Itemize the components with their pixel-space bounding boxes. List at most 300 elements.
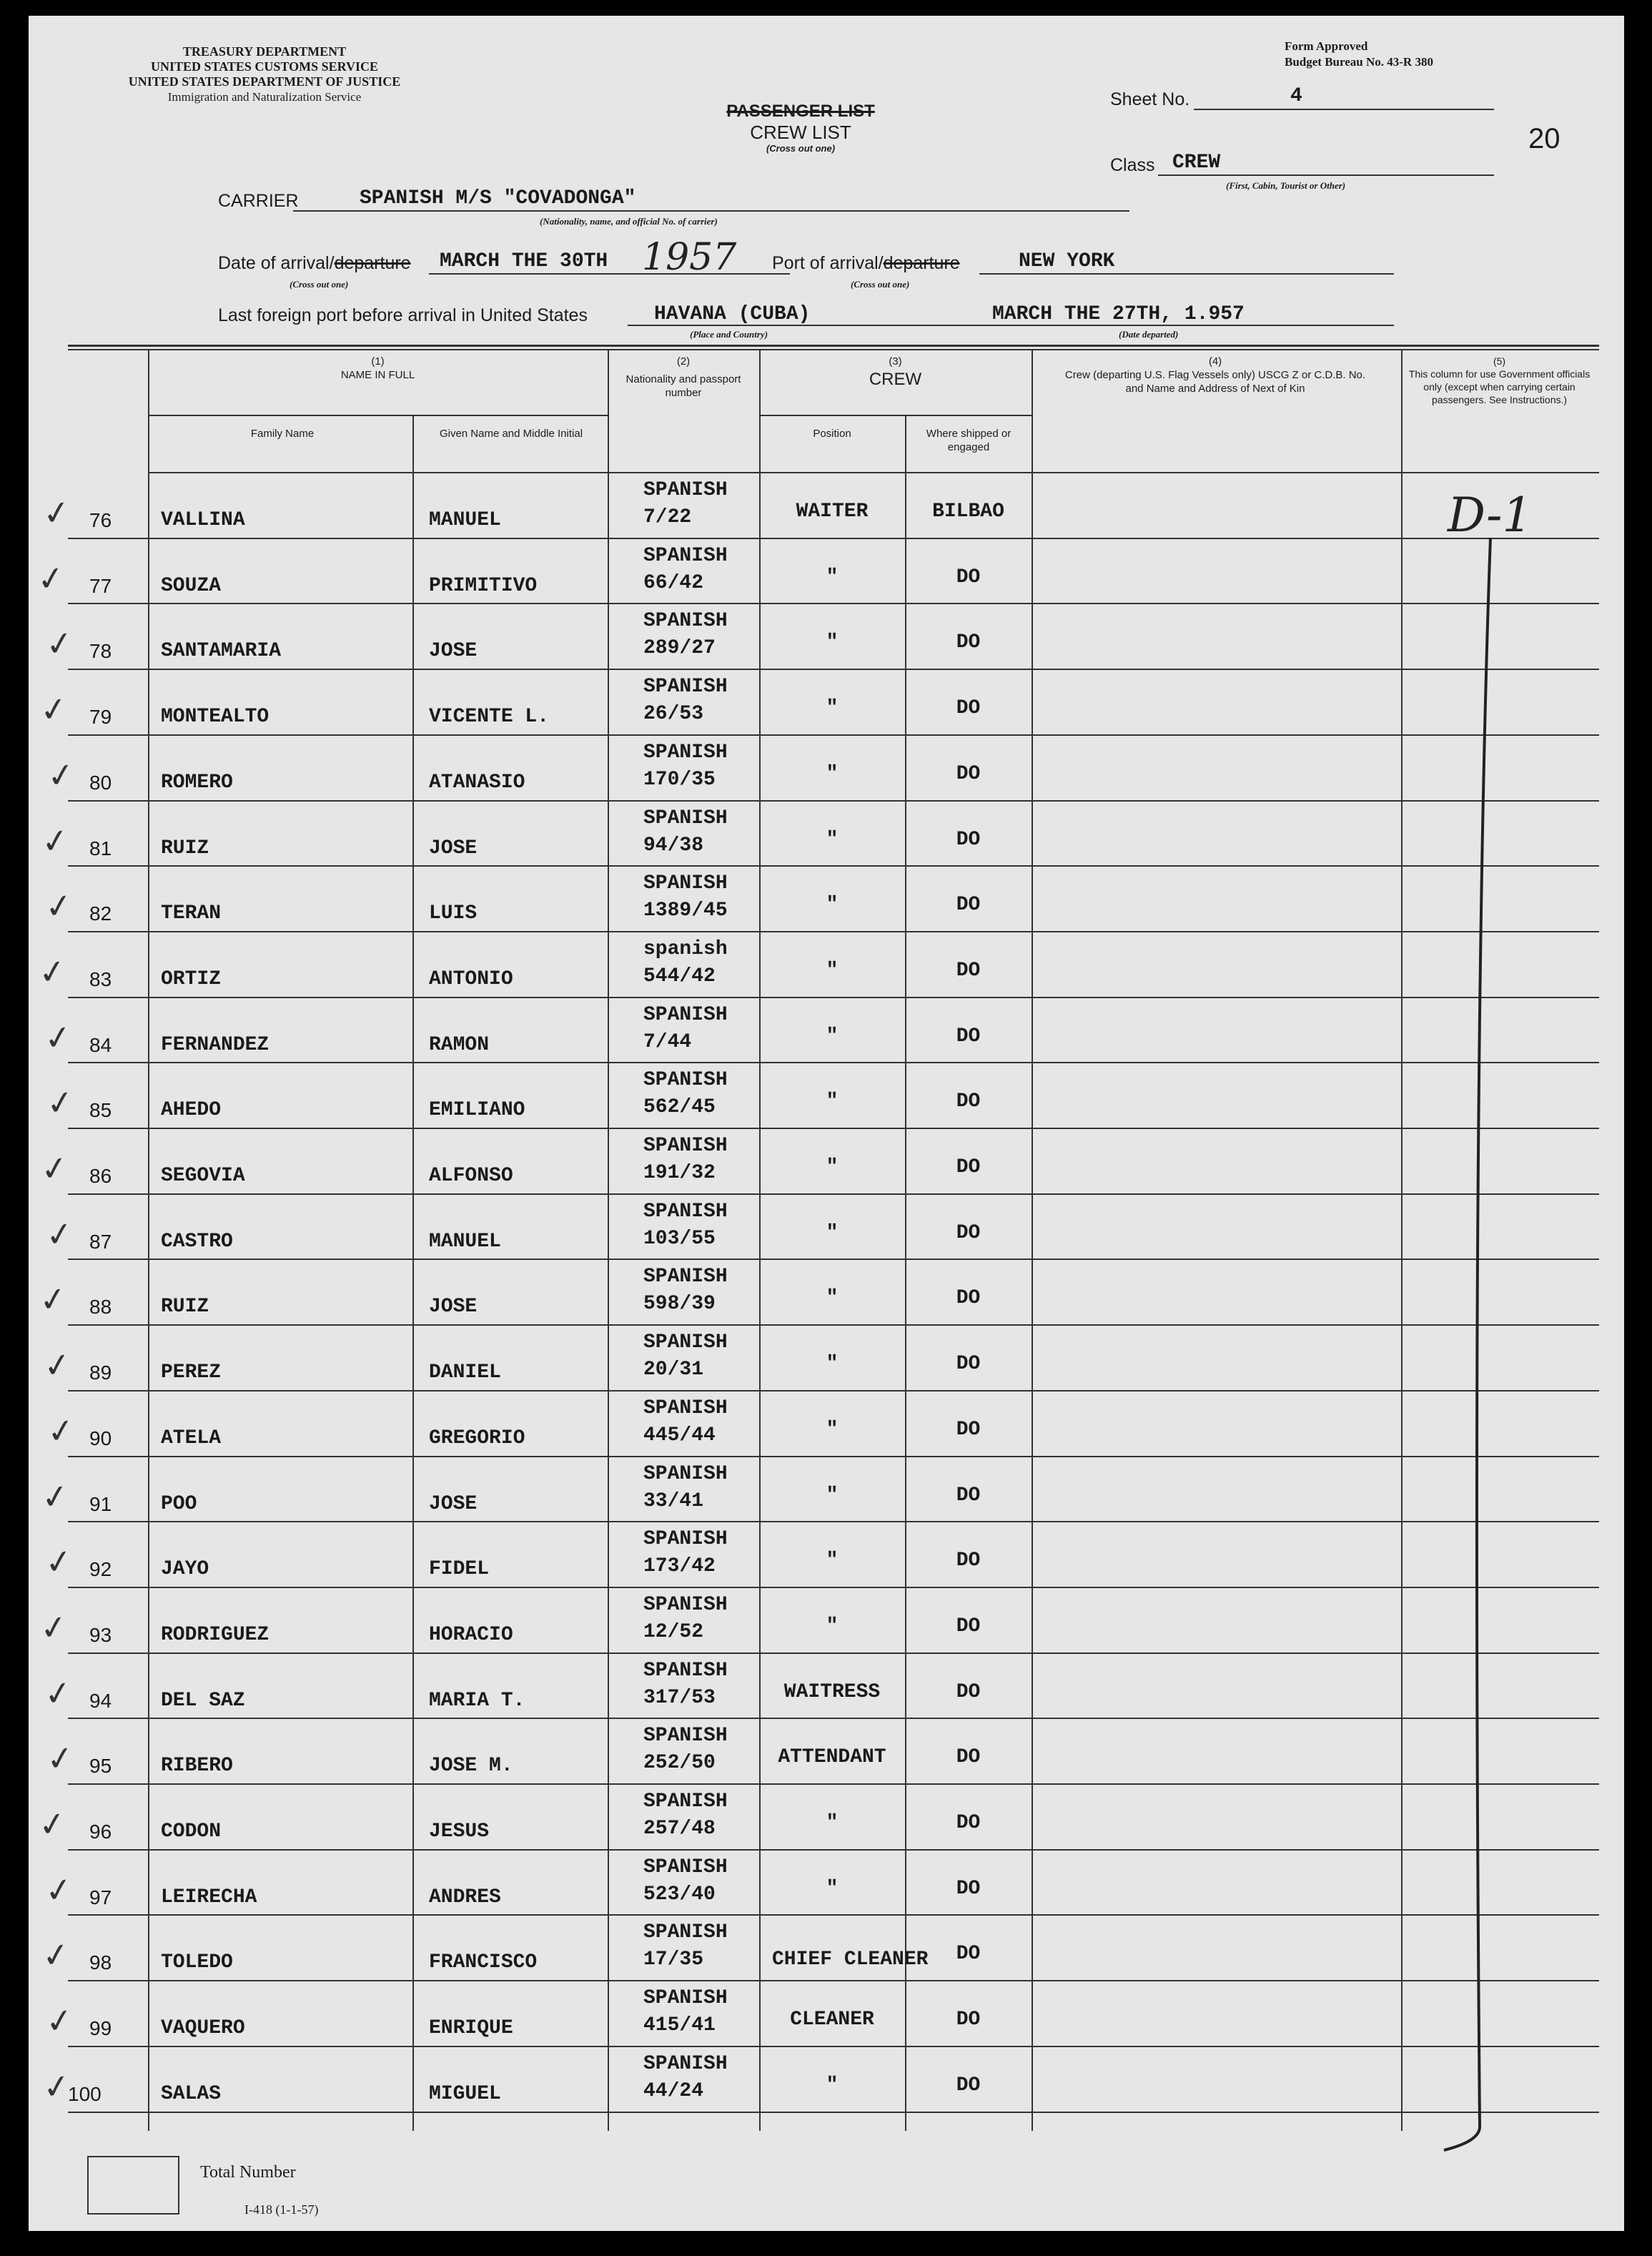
nationality: SPANISH <box>643 1856 728 1878</box>
family-name-header: Family Name <box>250 428 315 440</box>
row-separator <box>68 1324 1599 1326</box>
row-number: 98 <box>89 1951 112 1974</box>
given-name: PRIMITIVO <box>429 574 538 597</box>
port-struck: departure <box>883 253 960 273</box>
nationality: SPANISH <box>643 1593 728 1616</box>
check-mark-icon: ✓ <box>44 1409 78 1452</box>
row-separator <box>68 734 1599 736</box>
col2-number: (2) <box>676 355 691 368</box>
row-number: 93 <box>89 1623 112 1646</box>
row-separator <box>68 1128 1599 1129</box>
carrier-underline <box>293 210 1129 212</box>
form-approved: Form Approved <box>1285 39 1368 53</box>
passport-number: 33/41 <box>643 1489 704 1512</box>
row-number: 79 <box>89 706 112 729</box>
row-separator <box>68 1652 1599 1654</box>
passport-number: 173/42 <box>643 1555 716 1578</box>
nationality: SPANISH <box>643 741 728 764</box>
row-number: 92 <box>89 1558 112 1581</box>
shipped-at: DO <box>956 1943 981 1966</box>
family-name: ORTIZ <box>161 967 222 990</box>
col5-header <box>1408 355 1591 406</box>
row-number: 96 <box>89 1821 112 1843</box>
title-struck: PASSENGER LIST <box>726 102 875 121</box>
departed-value: MARCH THE 27TH, 1.957 <box>992 303 1245 325</box>
page-title: CREW LIST <box>750 122 851 143</box>
given-name: JOSE <box>429 837 478 859</box>
row-number: 82 <box>89 902 112 925</box>
check-mark-icon: ✓ <box>40 491 74 534</box>
passport-number: 415/41 <box>643 2014 716 2037</box>
port-value: NEW YORK <box>1019 250 1115 272</box>
shipped-at: DO <box>956 1418 981 1441</box>
check-mark-icon: ✓ <box>37 1606 71 1649</box>
passport-number: 1389/45 <box>643 900 728 922</box>
crew-position: " <box>826 1812 839 1834</box>
given-name: HORACIO <box>429 1623 513 1646</box>
passport-number: 289/27 <box>643 637 716 660</box>
row-separator <box>68 1587 1599 1588</box>
row-number: 86 <box>89 1165 112 1187</box>
row-separator <box>68 2046 1599 2047</box>
shipped-at: DO <box>956 1746 981 1769</box>
given-name: RAMON <box>429 1033 490 1056</box>
shipped-at: DO <box>956 1353 981 1376</box>
family-name: RODRIGUEZ <box>161 1623 269 1646</box>
shipped-at: DO <box>956 1287 981 1310</box>
family-name: VALLINA <box>161 509 245 531</box>
shipped-at: DO <box>956 1680 981 1703</box>
col5-title: This column for use Government officials only (except when carrying certain passengers. See Instructions.) <box>1408 368 1591 405</box>
passport-number: 103/55 <box>643 1227 716 1250</box>
nationality: SPANISH <box>643 1987 728 2010</box>
check-mark-icon: ✓ <box>34 557 68 600</box>
lastport-value: HAVANA (CUBA) <box>654 303 811 325</box>
check-mark-icon: ✓ <box>41 1016 75 1059</box>
row-separator <box>68 2112 1599 2113</box>
row-separator <box>68 1718 1599 1719</box>
row-number: 90 <box>89 1427 112 1449</box>
col1-number: (1) <box>371 355 385 368</box>
arrival-note: (Cross out one) <box>290 279 349 290</box>
row-separator <box>68 669 1599 670</box>
check-mark-icon: ✓ <box>43 622 76 665</box>
check-mark-icon: ✓ <box>42 1540 76 1583</box>
departed-note: (Date departed) <box>1119 329 1179 340</box>
shipped-header: Where shipped or engaged <box>926 428 1012 453</box>
col1-header <box>148 355 608 382</box>
shipped-at: DO <box>956 894 981 917</box>
passport-number: 12/52 <box>643 1620 704 1643</box>
shipped-at: DO <box>956 1025 981 1048</box>
row-separator <box>68 865 1599 867</box>
check-mark-icon: ✓ <box>44 1081 77 1124</box>
row-number: 87 <box>89 1230 112 1253</box>
family-name: RUIZ <box>161 837 209 859</box>
crew-position: " <box>826 1550 839 1572</box>
check-mark-icon: ✓ <box>36 1278 70 1321</box>
shipped-at: DO <box>956 1484 981 1507</box>
row-number: 91 <box>89 1492 112 1515</box>
check-mark-icon: ✓ <box>36 950 69 993</box>
crew-position: " <box>826 1615 839 1637</box>
nationality: SPANISH <box>643 479 728 501</box>
crew-position: " <box>826 1090 839 1113</box>
crew-position: " <box>826 1418 839 1441</box>
check-mark-icon: ✓ <box>39 1475 72 1517</box>
check-mark-icon: ✓ <box>43 1213 76 1256</box>
given-name: EMILIANO <box>429 1099 525 1122</box>
port-note: (Cross out one) <box>851 279 910 290</box>
lastport-note: (Place and Country) <box>690 329 768 340</box>
row-separator <box>68 997 1599 998</box>
given-name: LUIS <box>429 902 478 925</box>
col4-header <box>1058 355 1372 395</box>
crew-position: " <box>826 2074 839 2097</box>
crew-position: " <box>826 828 839 851</box>
check-mark-icon: ✓ <box>41 1344 74 1386</box>
class-note: (First, Cabin, Tourist or Other) <box>1226 180 1346 191</box>
arrival-struck: departure <box>334 253 411 273</box>
shipped-at: DO <box>956 959 981 982</box>
given-name: JOSE <box>429 640 478 663</box>
header-bottom-rule <box>148 472 1599 473</box>
nationality: SPANISH <box>643 1725 728 1748</box>
family-name: SOUZA <box>161 574 222 597</box>
top-rule-2 <box>68 349 1599 350</box>
carrier-note: (Nationality, name, and official No. of carrier) <box>540 216 718 227</box>
family-name: POO <box>161 1492 197 1515</box>
annotation-bracket <box>1401 473 1599 2175</box>
passport-number: 20/31 <box>643 1359 704 1381</box>
row-separator <box>68 1914 1599 1916</box>
shipped-at: DO <box>956 1615 981 1637</box>
passport-number: 7/44 <box>643 1030 692 1053</box>
check-mark-icon: ✓ <box>37 688 71 731</box>
row-separator <box>68 1980 1599 1981</box>
row-separator <box>68 1390 1599 1391</box>
nationality: SPANISH <box>643 1069 728 1092</box>
row-number: 76 <box>89 509 112 531</box>
row-number: 83 <box>89 967 112 990</box>
nationality: SPANISH <box>643 610 728 633</box>
family-name: LEIRECHA <box>161 1886 257 1908</box>
given-name: MARIA T. <box>429 1689 525 1712</box>
row-separator <box>68 538 1599 539</box>
row-separator <box>68 603 1599 604</box>
agency-block <box>29 44 500 104</box>
family-name: MONTEALTO <box>161 706 269 729</box>
col-line <box>1032 349 1033 2131</box>
shipped-at: DO <box>956 1550 981 1572</box>
passport-number: 317/53 <box>643 1686 716 1709</box>
shipped-at: DO <box>956 2074 981 2097</box>
title-block <box>693 102 908 154</box>
row-separator <box>68 931 1599 932</box>
nationality: SPANISH <box>643 1790 728 1813</box>
row-number: 94 <box>89 1689 112 1712</box>
family-name: AHEDO <box>161 1099 222 1122</box>
agency-line: Immigration and Naturalization Service <box>167 90 362 104</box>
crew-position: " <box>826 762 839 785</box>
row-separator <box>68 1062 1599 1063</box>
given-name: ENRIQUE <box>429 2017 513 2040</box>
passport-number: 94/38 <box>643 834 704 857</box>
passport-number: 562/45 <box>643 1096 716 1119</box>
family-name: TOLEDO <box>161 1951 233 1974</box>
check-mark-icon: ✓ <box>42 1868 76 1911</box>
class-underline <box>1158 174 1494 176</box>
check-mark-icon: ✓ <box>39 819 72 862</box>
given-name: MANUEL <box>429 509 501 531</box>
passport-number: 170/35 <box>643 768 716 791</box>
given-name: JOSE <box>429 1492 478 1515</box>
nationality: SPANISH <box>643 807 728 829</box>
col1-title: NAME IN FULL <box>340 369 415 381</box>
crew-position: CHIEF CLEANER <box>772 1949 929 1971</box>
row-number: 95 <box>89 1755 112 1778</box>
title-note: (Cross out one) <box>766 143 836 154</box>
family-name: CASTRO <box>161 1230 233 1253</box>
check-mark-icon: ✓ <box>43 1999 76 2042</box>
shipped-at: DO <box>956 1090 981 1113</box>
given-name: GREGORIO <box>429 1427 525 1449</box>
col3-number: (3) <box>889 355 902 368</box>
crew-position: " <box>826 959 839 982</box>
given-name-header: Given Name and Middle Initial <box>439 428 583 440</box>
crew-position: " <box>826 1221 839 1244</box>
arrival-year: 1957 <box>642 236 737 279</box>
check-mark-icon: ✓ <box>44 754 78 797</box>
given-name: ANDRES <box>429 1886 501 1908</box>
crew-position: " <box>826 1025 839 1048</box>
crew-position: " <box>826 1353 839 1376</box>
top-rule <box>68 345 1599 347</box>
given-name: MIGUEL <box>429 2082 501 2105</box>
shipped-at: DO <box>956 697 981 720</box>
passport-number: 7/22 <box>643 506 692 528</box>
crew-position: " <box>826 894 839 917</box>
shipped-at: DO <box>956 828 981 851</box>
nationality: spanish <box>643 937 728 960</box>
passport-number: 257/48 <box>643 1818 716 1840</box>
total-number-box <box>87 2156 179 2215</box>
form-approved-block <box>1285 39 1433 70</box>
class-label: Class <box>1110 155 1155 175</box>
family-name: SANTAMARIA <box>161 640 282 663</box>
passport-number: 544/42 <box>643 965 716 987</box>
nationality: SPANISH <box>643 1397 728 1419</box>
col-line <box>905 415 906 2131</box>
row-separator <box>68 1521 1599 1522</box>
nationality: SPANISH <box>643 1266 728 1289</box>
crew-position: WAITER <box>796 501 869 523</box>
row-separator <box>68 1849 1599 1851</box>
col-line <box>608 349 609 2131</box>
header-subrule <box>759 415 1032 416</box>
row-separator <box>68 1258 1599 1260</box>
sheet-underline <box>1194 109 1494 110</box>
family-name: RUIZ <box>161 1296 209 1319</box>
crew-position: CLEANER <box>790 2009 874 2031</box>
row-number: 89 <box>89 1361 112 1384</box>
family-name: RIBERO <box>161 1755 233 1778</box>
nationality: SPANISH <box>643 1462 728 1485</box>
crew-position: " <box>826 1484 839 1507</box>
row-number: 88 <box>89 1296 112 1319</box>
family-name: VAQUERO <box>161 2017 245 2040</box>
carrier-value: SPANISH M/S "COVADONGA" <box>360 187 636 210</box>
shipped-at: DO <box>956 566 981 588</box>
crew-position: " <box>826 1287 839 1310</box>
check-mark-icon: ✓ <box>36 1803 69 1846</box>
check-mark-icon: ✓ <box>42 885 76 927</box>
given-name: MANUEL <box>429 1230 501 1253</box>
row-separator <box>68 1456 1599 1457</box>
row-number: 84 <box>89 1033 112 1056</box>
passport-number: 445/44 <box>643 1424 716 1447</box>
agency-line: TREASURY DEPARTMENT <box>182 44 347 59</box>
sheet-label: Sheet No. <box>1110 89 1190 109</box>
crew-position: ATTENDANT <box>778 1746 886 1769</box>
given-name: JESUS <box>429 1821 490 1843</box>
shipped-at: DO <box>956 1877 981 1900</box>
row-separator <box>68 1783 1599 1785</box>
agency-line: UNITED STATES CUSTOMS SERVICE <box>151 59 378 74</box>
row-separator <box>68 800 1599 802</box>
nationality: SPANISH <box>643 1921 728 1944</box>
row-number: 97 <box>89 1886 112 1908</box>
crew-position: WAITRESS <box>783 1680 881 1703</box>
given-name: DANIEL <box>429 1361 501 1384</box>
budget-bureau: Budget Bureau No. 43-R 380 <box>1285 55 1433 69</box>
shipped-at: DO <box>956 1156 981 1178</box>
given-name: ALFONSO <box>429 1165 513 1187</box>
agency-line: UNITED STATES DEPARTMENT OF JUSTICE <box>128 74 401 89</box>
class-value: CREW <box>1172 152 1221 174</box>
nationality: SPANISH <box>643 1331 728 1354</box>
family-name: CODON <box>161 1821 222 1843</box>
row-number: 100 <box>68 2082 102 2105</box>
row-number: 81 <box>89 837 112 859</box>
given-name: FIDEL <box>429 1558 490 1581</box>
passport-number: 66/42 <box>643 571 704 594</box>
port-label <box>772 253 960 274</box>
shipped-at: DO <box>956 762 981 785</box>
col3-title: CREW <box>869 370 922 389</box>
arrival-value: MARCH THE 30TH <box>440 250 608 272</box>
port-underline <box>979 273 1394 275</box>
given-name: ANTONIO <box>429 967 513 990</box>
lastport-label: Last foreign port before arrival in United States <box>218 305 588 325</box>
family-name: SALAS <box>161 2082 222 2105</box>
form-number: I-418 (1-1-57) <box>244 2202 319 2217</box>
col4-number: (4) <box>1208 355 1222 368</box>
passport-number: 598/39 <box>643 1293 716 1316</box>
passport-number: 191/32 <box>643 1162 716 1184</box>
family-name: PEREZ <box>161 1361 222 1384</box>
given-name: VICENTE L. <box>429 706 550 729</box>
family-name: DEL SAZ <box>161 1689 245 1712</box>
passport-number: 17/35 <box>643 1949 704 1971</box>
crew-position: " <box>826 631 839 654</box>
check-mark-icon: ✓ <box>44 1737 77 1780</box>
col-line <box>148 349 149 2131</box>
family-name: FERNANDEZ <box>161 1033 269 1056</box>
row-separator <box>68 1193 1599 1195</box>
carrier-label: CARRIER <box>218 191 299 211</box>
col3-header <box>759 355 1032 389</box>
col-line <box>412 415 414 2131</box>
nationality: SPANISH <box>643 1003 728 1026</box>
position-header: Position <box>813 428 851 440</box>
check-mark-icon: ✓ <box>38 1147 71 1190</box>
col5-number: (5) <box>1493 355 1506 367</box>
row-number: 80 <box>89 771 112 794</box>
crew-position: " <box>826 697 839 720</box>
document-page <box>29 16 1624 2231</box>
total-number-label: Total Number <box>200 2163 296 2182</box>
given-name: JOSE <box>429 1296 478 1319</box>
given-name: JOSE M. <box>429 1755 513 1778</box>
nationality: SPANISH <box>643 2052 728 2075</box>
nationality: SPANISH <box>643 1135 728 1157</box>
passport-number: 252/50 <box>643 1752 716 1775</box>
row-number: 78 <box>89 640 112 663</box>
arrival-label-text: Date of arrival/ <box>218 253 335 273</box>
row-number: 99 <box>89 2017 112 2040</box>
check-mark-icon: ✓ <box>40 2065 74 2108</box>
check-mark-icon: ✓ <box>39 1934 73 1976</box>
nationality: SPANISH <box>643 1659 728 1682</box>
nationality: SPANISH <box>643 872 728 895</box>
arrival-label <box>218 253 411 274</box>
shipped-at: BILBAO <box>932 501 1004 523</box>
family-name: SEGOVIA <box>161 1165 245 1187</box>
check-mark-icon: ✓ <box>41 1672 75 1715</box>
passport-number: 44/24 <box>643 2079 704 2102</box>
crew-position: " <box>826 1877 839 1900</box>
page-number: 20 <box>1528 123 1561 154</box>
row-number: 77 <box>89 574 112 597</box>
family-name: JAYO <box>161 1558 209 1581</box>
shipped-at: DO <box>956 631 981 654</box>
row-number: 85 <box>89 1099 112 1122</box>
nationality: SPANISH <box>643 676 728 699</box>
crew-position: " <box>826 566 839 588</box>
family-name: TERAN <box>161 902 222 925</box>
family-name: ATELA <box>161 1427 222 1449</box>
col2-header <box>622 355 745 400</box>
family-name: ROMERO <box>161 771 233 794</box>
given-name: ATANASIO <box>429 771 525 794</box>
sheet-number: 4 <box>1290 85 1302 107</box>
nationality: SPANISH <box>643 1528 728 1551</box>
nationality: SPANISH <box>643 544 728 567</box>
passport-number: 523/40 <box>643 1883 716 1906</box>
port-label-text: Port of arrival/ <box>772 253 884 273</box>
crew-position: " <box>826 1156 839 1178</box>
col4-title: Crew (departing U.S. Flag Vessels only) USCG Z or C.D.B. No. and Name and Address of Next of Kin <box>1064 369 1366 395</box>
shipped-at: DO <box>956 1221 981 1244</box>
col2-title: Nationality and passport number <box>625 373 741 399</box>
shipped-at: DO <box>956 2009 981 2031</box>
handwritten-annotation: D-1 <box>1448 488 1533 543</box>
header-subrule <box>148 415 608 416</box>
passport-number: 26/53 <box>643 703 704 726</box>
given-name: FRANCISCO <box>429 1951 538 1974</box>
nationality: SPANISH <box>643 1200 728 1223</box>
